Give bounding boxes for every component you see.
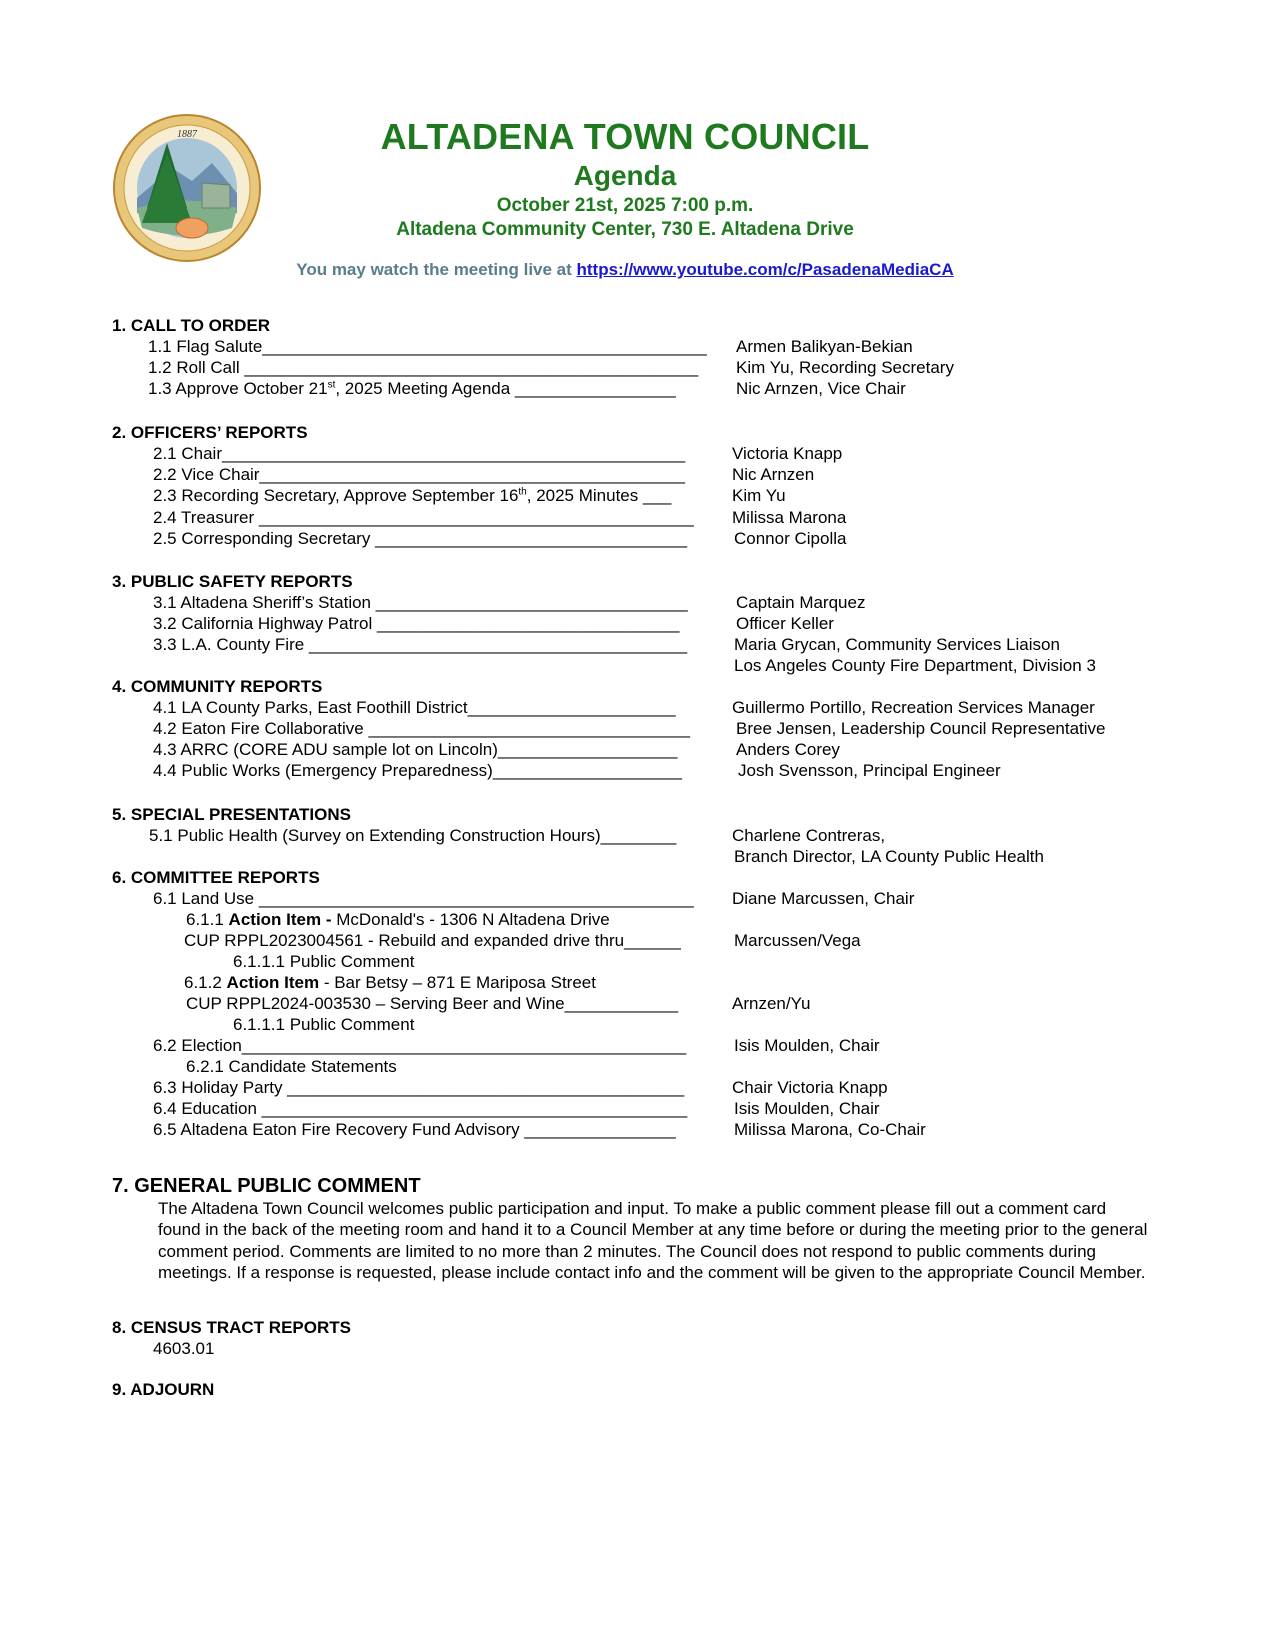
presenter: Victoria Knapp (732, 444, 843, 463)
presenter: Chair Victoria Knapp (732, 1078, 888, 1097)
section-heading: 7. GENERAL PUBLIC COMMENT (112, 1175, 421, 1197)
agenda-item: 4.2 Eaton Fire Collaborative __________________________________ (153, 719, 690, 738)
agenda-item: 6.5 Altadena Eaton Fire Recovery Fund Advisory ________________ (153, 1120, 676, 1139)
agenda-item: 3.3 L.A. County Fire ________________________________________ (153, 635, 688, 654)
section-heading: 1. CALL TO ORDER (112, 316, 271, 335)
agenda-item: 6.3 Holiday Party __________________________________________ (153, 1078, 685, 1097)
presenter: Officer Keller (736, 614, 834, 633)
agenda-item: 4.1 LA County Parks, East Foothill District______________________ (153, 698, 676, 717)
presenter: Arnzen/Yu (732, 994, 811, 1013)
agenda-item: 1.3 Approve October 21st, 2025 Meeting Agenda _________________ (148, 379, 676, 398)
page-header (250, 116, 1000, 242)
section-heading: 3. PUBLIC SAFETY REPORTS (112, 572, 353, 591)
meeting-location: Altadena Community Center, 730 E. Altadena Drive (396, 219, 854, 240)
presenter: Nic Arnzen (732, 465, 815, 484)
agenda-item: 3.1 Altadena Sheriff’s Station _________________________________ (153, 593, 688, 612)
section-heading: 9. ADJOURN (112, 1380, 215, 1399)
sub-item: 6.2.1 Candidate Statements (186, 1057, 397, 1076)
agenda-item: 2.3 Recording Secretary, Approve September 16th, 2025 Minutes ___ (153, 486, 672, 505)
page-title: ALTADENA TOWN COUNCIL (380, 116, 870, 157)
presenter-detail: Branch Director, LA County Public Health (734, 847, 1044, 866)
agenda-item: 4.4 Public Works (Emergency Preparedness)____________________ (153, 761, 682, 780)
sub-item: 6.1.1.1 Public Comment (233, 1015, 415, 1034)
presenter: Connor Cipolla (734, 529, 847, 548)
agenda-item: 1.2 Roll Call ________________________________________________ (148, 358, 699, 377)
presenter: Guillermo Portillo, Recreation Services Manager (732, 698, 1095, 717)
agenda-item: 2.2 Vice Chair_____________________________________________ (153, 465, 685, 484)
presenter: Bree Jensen, Leadership Council Representative (736, 719, 1106, 738)
agenda-item: 2.4 Treasurer ______________________________________________ (153, 508, 694, 527)
section-heading: 4. COMMUNITY REPORTS (112, 677, 323, 696)
section-heading: 2. OFFICERS’ REPORTS (112, 423, 308, 442)
presenter: Anders Corey (736, 740, 840, 759)
presenter: Josh Svensson, Principal Engineer (738, 761, 1001, 780)
page-subtitle: Agenda (573, 160, 677, 191)
presenter: Captain Marquez (736, 593, 866, 612)
presenter: Diane Marcussen, Chair (732, 889, 915, 908)
presenter: Marcussen/Vega (734, 931, 861, 950)
sub-item: 6.1.1.1 Public Comment (233, 952, 415, 971)
public-comment-text: The Altadena Town Council welcomes public participation and input. To make a public comment please fill out a comment card found in the back of the meeting room and hand it to a Council Member at any time before or during the meeting prior to the general comment period. Comments are limited to no more than 2 minutes. The Council does not respond to public comments during meetings. If a response is requested, please include contact info and the comment will be given to the appropriate Council Member. (158, 1199, 1148, 1282)
presenter: Armen Balikyan-Bekian (736, 337, 913, 356)
watch-live-notice (250, 260, 1000, 280)
agenda-item: CUP RPPL2023004561 - Rebuild and expanded drive thru______ (184, 931, 681, 950)
section-heading: 6. COMMITTEE REPORTS (112, 868, 320, 887)
agenda-item: 6.2 Election_______________________________________________ (153, 1036, 687, 1055)
census-tract: 4603.01 (153, 1339, 215, 1358)
agenda-item: 2.5 Corresponding Secretary _________________________________ (153, 529, 688, 548)
youtube-link[interactable]: https://www.youtube.com/c/PasadenaMediaCA (576, 260, 954, 279)
presenter: Charlene Contreras, (732, 826, 886, 845)
presenter-detail: Los Angeles County Fire Department, Division 3 (734, 656, 1096, 675)
presenter: Kim Yu (732, 486, 786, 505)
action-item: 6.1.2 Action Item - Bar Betsy – 871 E Mariposa Street (184, 973, 596, 992)
agenda-item: CUP RPPL2024-003530 – Serving Beer and Wine____________ (186, 994, 679, 1013)
meeting-date: October 21st, 2025 7:00 p.m. (496, 195, 754, 216)
presenter: Isis Moulden, Chair (734, 1036, 880, 1055)
presenter: Kim Yu, Recording Secretary (736, 358, 954, 377)
watch-text: You may watch the meeting live at (296, 260, 577, 279)
presenter: Isis Moulden, Chair (734, 1099, 880, 1118)
section-heading: 5. SPECIAL PRESENTATIONS (112, 805, 351, 824)
agenda-item: 4.3 ARRC (CORE ADU sample lot on Lincoln)___________________ (153, 740, 678, 759)
agenda-item: 5.1 Public Health (Survey on Extending Construction Hours)________ (149, 826, 677, 845)
presenter: Milissa Marona (732, 508, 847, 527)
presenter: Milissa Marona, Co-Chair (734, 1120, 926, 1139)
agenda-item: 6.4 Education _____________________________________________ (153, 1099, 688, 1118)
agenda-item: 6.1 Land Use ______________________________________________ (153, 889, 694, 908)
section-heading: 8. CENSUS TRACT REPORTS (112, 1318, 351, 1337)
town-seal-icon (112, 113, 262, 263)
presenter: Maria Grycan, Community Services Liaison (734, 635, 1060, 654)
agenda-item: 3.2 California Highway Patrol ________________________________ (153, 614, 680, 633)
presenter: Nic Arnzen, Vice Chair (736, 379, 906, 398)
action-item: 6.1.1 Action Item - McDonald's - 1306 N Altadena Drive (186, 910, 610, 929)
agenda-item: 2.1 Chair_________________________________________________ (153, 444, 686, 463)
agenda-item: 1.1 Flag Salute_______________________________________________ (148, 337, 707, 356)
svg-text:1887: 1887 (177, 129, 197, 140)
